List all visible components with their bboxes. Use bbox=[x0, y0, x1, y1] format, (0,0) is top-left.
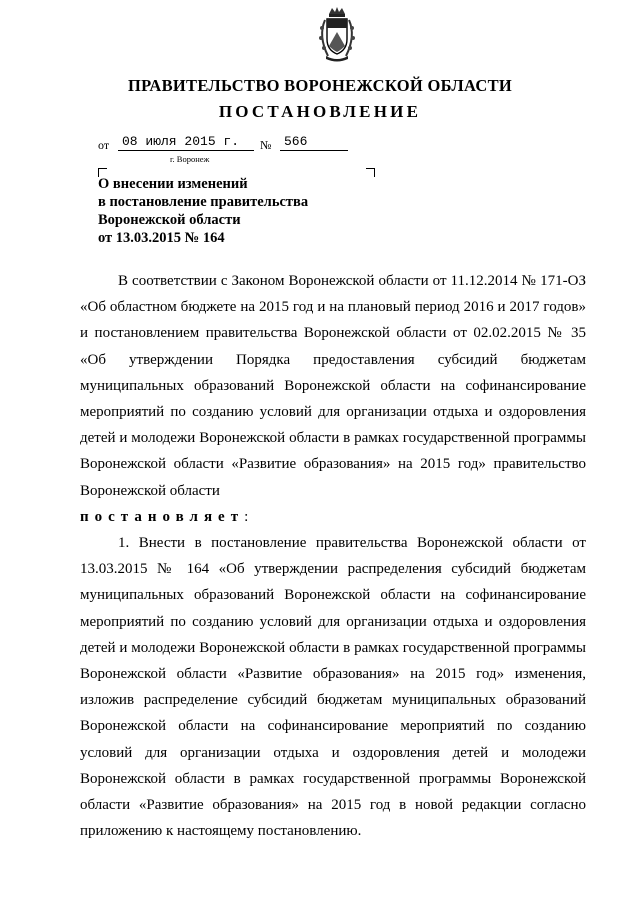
date-label: от bbox=[98, 138, 110, 152]
government-name: ПРАВИТЕЛЬСТВО ВОРОНЕЖСКОЙ ОБЛАСТИ bbox=[127, 76, 513, 95]
decree-word-text: постановляет bbox=[80, 508, 245, 525]
document-type: ПОСТАНОВЛЕНИЕ bbox=[218, 102, 422, 121]
number-value: 566 bbox=[280, 134, 348, 151]
date-value: 08 июля 2015 г. bbox=[118, 134, 254, 151]
subject-line: от 13.03.2015 № 164 bbox=[98, 230, 225, 246]
decree-word bbox=[80, 504, 586, 530]
decree-colon: : bbox=[244, 508, 249, 525]
subject-line: Воронежской области bbox=[98, 212, 241, 228]
preamble-paragraph: В соответствии с Законом Воронежской области от 11.12.2014 № 171-ОЗ «Об областном бюджете на 2015 год и на плановый период 2016 и 2017 годов» и постановлением правительства Воронежской области от 02.02.2015 № 35 «Об утверждении Порядка предоставления субсидий бюджетам муниципальных образований Воронежской области на софинансирование мероприятий по созданию условий для организации отдыха и оздоровления детей и молодежи Воронежской области в рамках государственной программы Воронежской области «Развитие образования» на 2015 год» правительство Воронежской области bbox=[80, 273, 586, 499]
document-subject bbox=[98, 175, 378, 247]
document-body bbox=[80, 268, 586, 844]
coat-of-arms-icon bbox=[316, 6, 358, 64]
subject-line: в постановление правительства bbox=[98, 194, 309, 210]
subject-line: О внесении изменений bbox=[98, 176, 248, 192]
number-label: № bbox=[260, 138, 272, 152]
city-label: г. Воронеж bbox=[170, 154, 210, 164]
item-1-paragraph: 1. Внести в постановление правительства Воронежской области от 13.03.2015 № 164 «Об утверждении распределения субсидий бюджетам муниципальных образований Воронежской области на софинансирование мероприятий по созданию условий для организации отдыха и оздоровления детей и молодежи Воронежской области в рамках государственной программы Воронежской области «Развитие образования» на 2015 год» изменения, изложив распределение субсидий бюджетам муниципальных образований Воронежской области на софинансирование мероприятий по созданию условий для организации отдыха и оздоровления детей и молодежи Воронежской области в рамках государственной программы Воронежской области «Развитие образования» на 2015 год в новой редакции согласно приложению к настоящему постановлению. bbox=[80, 535, 586, 840]
